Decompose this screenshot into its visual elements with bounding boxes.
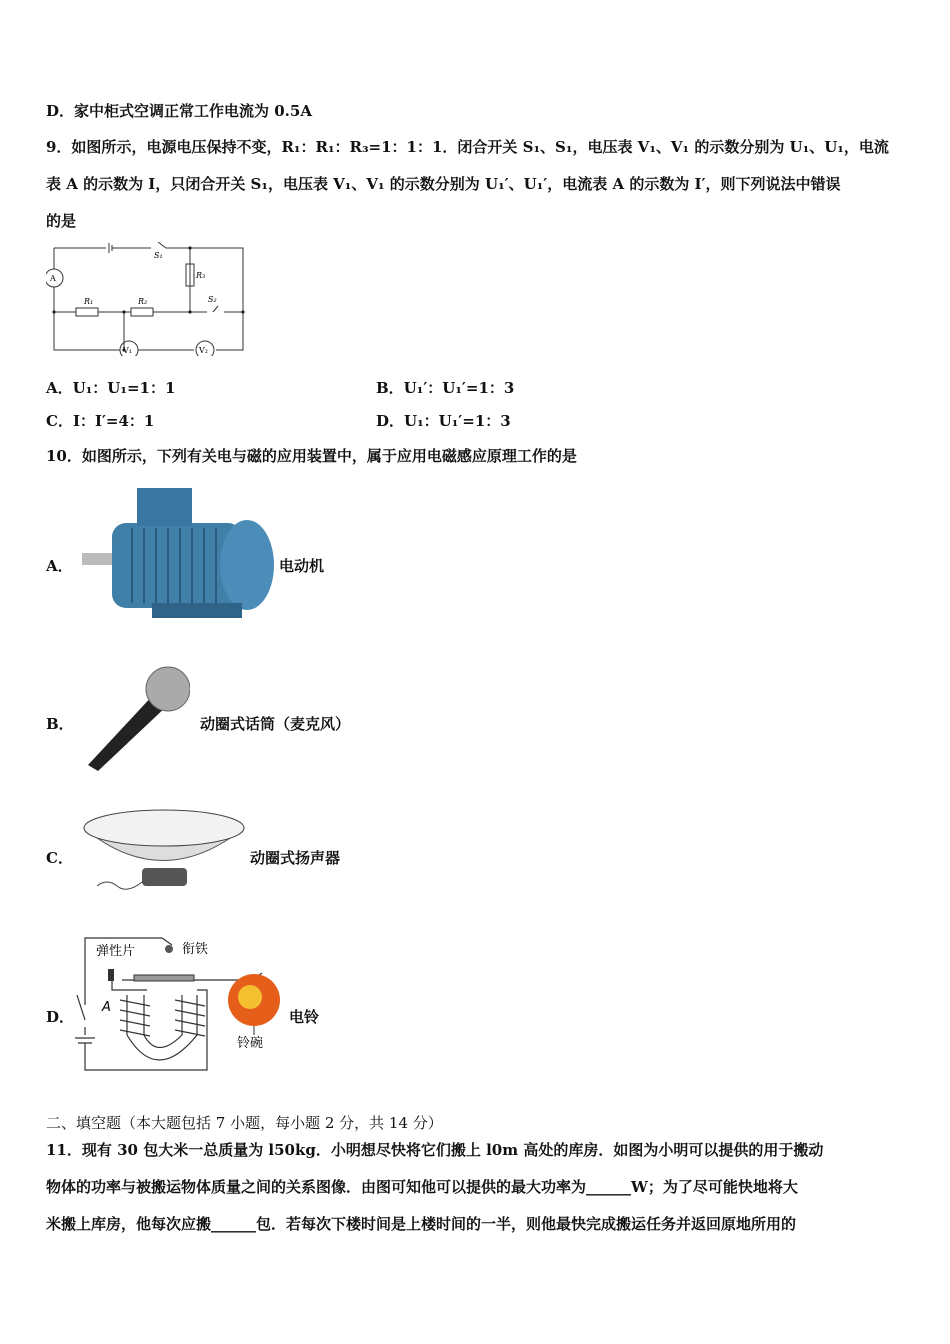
circuit-diagram [46,240,248,356]
q9-option-d: D．U₁：U₁′=1：3 [376,412,511,430]
loudspeaker-image [82,798,247,895]
point-a-label: A [102,1000,111,1015]
q11-line1: 11．现有 30 包大米一总质量为 l50kg．小明想尽快将它们搬上 l0m 高处的库房．如图为小明可以提供的用于搬动 [46,1141,824,1159]
microphone-image [80,665,190,775]
q9-stem-line2: 表 A 的示数为 I，只闭合开关 S₁，电压表 V₁、V₁ 的示数分别为 U₁′、U₁′，电流表 A 的示数为 I′，则下列说法中错误 [46,175,841,193]
q10-option-a-letter: A． [46,557,73,575]
q8-option-d: D．家中柜式空调正常工作电流为 0.5A [46,102,312,120]
v2-label: V₂ [199,346,208,355]
spring-label: 弹性片 [96,944,136,959]
q10-option-b-letter: B． [46,715,74,733]
v1-label: V₁ [123,346,132,355]
electric-motor-image [82,483,277,623]
q10-option-c-caption: 动圈式扬声器 [250,849,341,867]
q9-option-c: C．I：I′=4：1 [46,412,155,430]
q9-stem-line1: 9．如图所示，电源电压保持不变，R₁：R₁：R₃=1：1：1．闭合开关 S₁、S₁，电压表 V₁、V₁ 的示数分别为 U₁、U₁，电流 [46,138,889,156]
s2-label: S₂ [208,295,217,304]
r1-label: R₁ [84,297,94,306]
q9-option-a: A．U₁：U₁=1：1 [46,379,176,397]
electric-bell-diagram [72,935,287,1075]
q9-stem-line3: 的是 [46,212,77,230]
q10-option-d-letter: D． [46,1008,75,1026]
q9-option-b: B．U₁′：U₁′=1：3 [376,379,515,397]
q10-option-a-caption: 电动机 [279,557,325,575]
armature-label: 衔铁 [182,942,209,957]
q10-option-d-caption: 电铃 [289,1008,320,1026]
section2-heading: 二、填空题（本大题包括 7 小题，每小题 2 分，共 14 分） [46,1114,443,1132]
r2-label: R₂ [138,297,148,306]
q10-option-b-caption: 动圈式话筒（麦克风） [200,715,351,733]
q11-line2: 物体的功率与被搬运物体质量之间的关系图像．由图可知他可以提供的最大功率为______W；为了尽可能快地将大 [46,1178,798,1196]
s1-label: S₁ [154,251,163,260]
q11-line3: 米搬上库房，他每次应搬______包．若每次下楼时间是上楼时间的一半，则他最快完成搬运任务并返回原地所用的 [46,1215,797,1233]
r3-label: R₃ [196,271,206,280]
q10-stem: 10．如图所示，下列有关电与磁的应用装置中，属于应用电磁感应原理工作的是 [46,447,577,465]
gong-label: 铃碗 [237,1036,264,1051]
q10-option-c-letter: C． [46,849,73,867]
ammeter-label: A [50,274,56,283]
